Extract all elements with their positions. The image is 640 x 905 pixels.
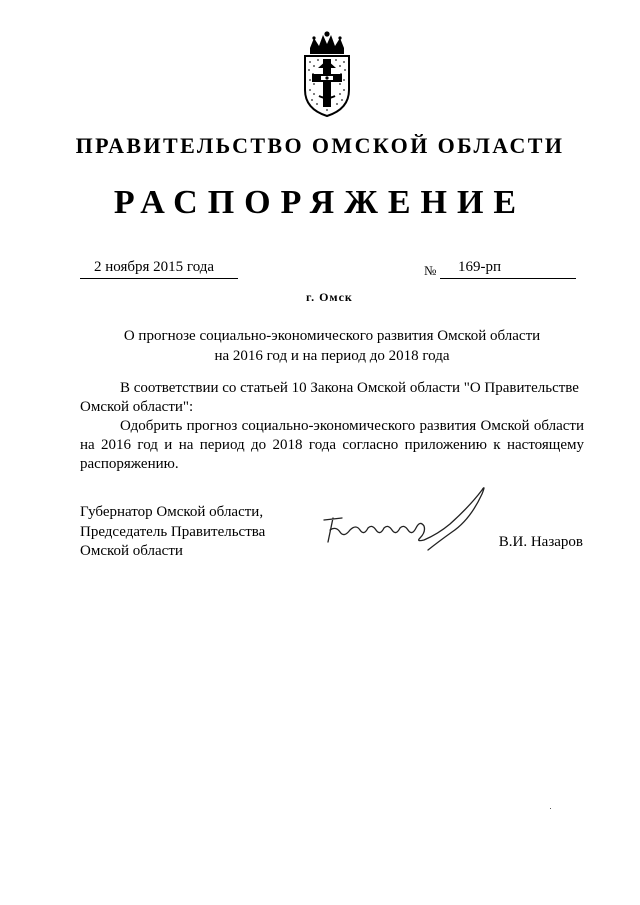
- document-date: 2 ноября 2015 года: [94, 259, 215, 275]
- city-label: г. Омск: [306, 290, 353, 304]
- subject-line-1: О прогнозе социально-экономического развития Омской области: [123, 328, 541, 344]
- position-line-2: Председатель Правительства: [80, 523, 266, 540]
- scan-speck: [550, 808, 551, 809]
- government-title: ПРАВИТЕЛЬСТВО ОМСКОЙ ОБЛАСТИ: [75, 133, 565, 158]
- position-line-3: Омской области: [80, 543, 183, 559]
- order-paragraph: Одобрить прогноз социально-экономического развития Омской области на 2016 год и на период до 2018 года согласно приложению к настоящему распоряжению.: [80, 418, 584, 472]
- document-number: 169-рп: [458, 259, 502, 275]
- signatory-name: В.И. Назаров: [498, 534, 583, 550]
- subject-line-2: на 2016 год и на период до 2018 года: [214, 348, 450, 364]
- document-number-field: [440, 258, 576, 279]
- document-date-field: [80, 258, 238, 279]
- document-subject: [80, 326, 584, 366]
- preamble-paragraph: В соответствии со статьей 10 Закона Омской области "О Правительстве Омской области":: [80, 380, 579, 415]
- position-line-1: Губернатор Омской области,: [80, 504, 264, 520]
- document-type-title: РАСПОРЯЖЕНИЕ: [113, 184, 527, 221]
- signatory-position: [80, 503, 265, 562]
- handwritten-signature: [320, 480, 490, 552]
- omsk-coat-of-arms-icon: [292, 30, 362, 118]
- number-sign: №: [424, 263, 437, 278]
